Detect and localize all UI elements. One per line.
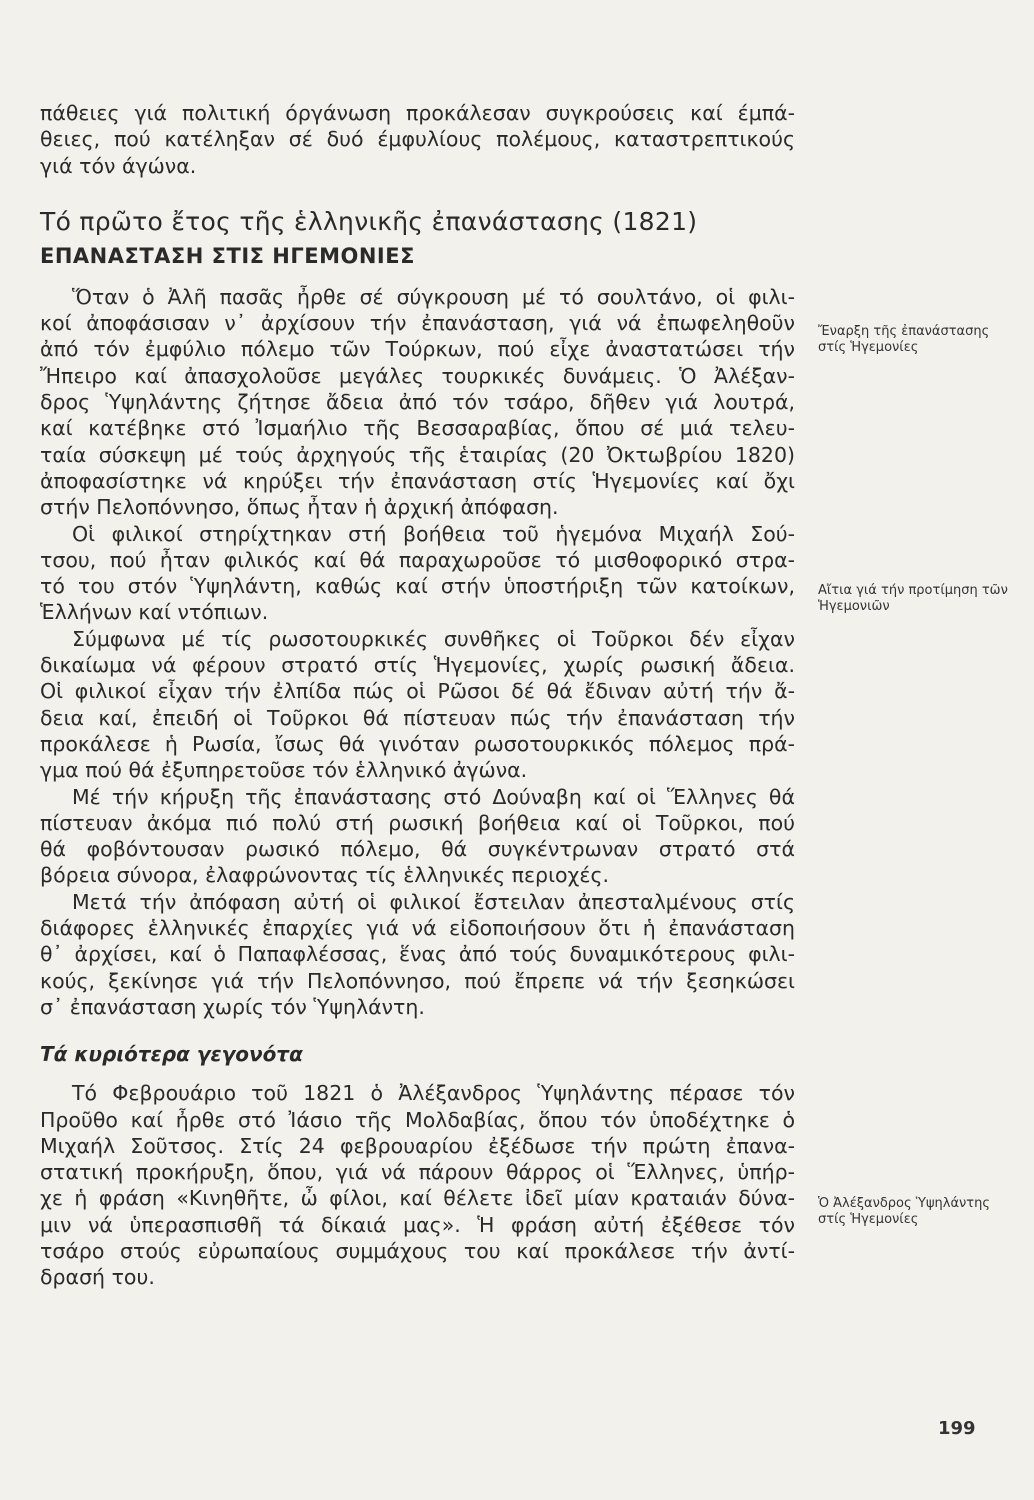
paragraph-5 [40, 889, 795, 1020]
text-line: Ἤπειρο καί ἀπασχολοῦσε μεγάλες τουρκικές δυνάμεις. Ὁ Ἀλέξαν- [40, 363, 795, 388]
text-line: γιά τόν άγώνα. [40, 153, 197, 178]
intro-paragraph [40, 100, 795, 179]
margin-note-ypsilantis: Ὁ Ἀλέξανδρος Ὑψηλάντης στίς Ἡγεμονίες [818, 1196, 990, 1227]
text-line: στήν Πελοπόννησο, ὅπως ἦταν ἡ ἀρχική ἀπόφαση. [40, 495, 559, 520]
text-line: βόρεια σύνορα, ἐλαφρώνοντας τίς ἑλληνικές περιοχές. [40, 863, 610, 888]
paragraph-4 [40, 784, 795, 889]
text-line: δικαίωμα νά φέρουν στρατό στίς Ἡγεμονίες, χωρίς ρωσική ἄδεια. [40, 653, 795, 678]
main-text-column [40, 100, 795, 1291]
margin-note-revolution-start: Ἔναρξη τῆς ἐπανάστασης στίς Ἡγεμονίες [818, 324, 990, 355]
text-line: Οἱ φιλικοί εἶχαν τήν ἐλπίδα πώς οἱ Ρῶσοι δέ θά ἔδιναν αὐτή τήν ἄ- [40, 679, 795, 704]
text-line: προκάλεσε ἡ Ρωσία, ἴσως θά γινόταν ρωσοτουρκικός πόλεμος πρά- [40, 731, 795, 756]
paragraph-3 [40, 626, 795, 784]
paragraph-1 [40, 284, 795, 521]
text-line: τό του στόν Ὑψηλάντη, καθώς καί στήν ὑποστήριξη τῶν κατοίκων, [40, 574, 795, 599]
text-line: τσάρο στούς εὐρωπαίους συμμάχους του καί προκάλεσε τήν ἀντί- [40, 1238, 795, 1263]
text-line: στατική προκήρυξη, ὅπου, γιά νά πάρουν θάρρος οἱ Ἕλληνες, ὑπήρ- [40, 1160, 795, 1185]
section-title: Τό πρῶτο ἔτος τῆς ἑλληνικῆς ἐπανάστασης (1821) [40, 206, 698, 236]
text-line: κούς, ξεκίνησε γιά τήν Πελοπόννησο, πού ἔπρεπε νά τήν ξεσηκώσει [40, 968, 795, 993]
text-line: πίστευαν ἀκόμα πιό πολύ στή ρωσική βοήθεια καί οἱ Τοῦρκοι, πού [40, 810, 795, 835]
text-line: γμα πού θά ἐξυπηρετοῦσε τόν ἑλληνικό ἀγώνα. [40, 758, 528, 783]
text-line: σ᾽ ἐπανάσταση χωρίς τόν Ὑψηλάντη. [40, 994, 425, 1019]
text-line: δεια καί, ἐπειδή οἱ Τοῦρκοι θά πίστευαν πώς τήν ἐπανάσταση τήν [40, 705, 795, 730]
text-line: Τό Φεβρουάριο τοῦ 1821 ὁ Ἀλέξανδρος Ὑψηλάντης πέρασε τόν [72, 1081, 795, 1106]
text-line: διάφορες ἑλληνικές ἐπαρχίες γιά νά εἰδοποιήσουν ὅτι ἡ ἐπανάσταση [40, 916, 795, 941]
text-line: Μιχαήλ Σοῦτσος. Στίς 24 φεβρουαρίου ἐξέδωσε τήν πρώτη ἐπανα- [40, 1133, 795, 1158]
text-line: θ᾽ ἀρχίσει, καί ὁ Παπαφλέσσας, ἕνας ἀπό τούς δυναμικότερους φιλι- [40, 942, 795, 967]
text-line: πάθειες γιά πολιτική όργάνωση προκάλεσαν συγκρούσεις καί έμπά- [40, 101, 795, 125]
paragraph-6 [40, 1080, 795, 1290]
subsection-title: ΕΠΑΝΑΣΤΑΣΗ ΣΤΙΣ ΗΓΕΜΟΝΙΕΣ [40, 243, 415, 268]
text-line: δρασή του. [40, 1265, 155, 1290]
text-line: Ὅταν ὁ Ἀλῆ πασᾶς ἦρθε σέ σύγκρουση μέ τό σουλτάνο, οἱ φιλι- [72, 284, 795, 309]
text-line: τσου, πού ἦταν φιλικός καί θά παραχωροῦσε τό μισθοφορικό στρα- [40, 547, 795, 572]
text-line: Μέ τήν κήρυξη τῆς ἐπανάστασης στό Δούναβη καί οἱ Ἕλληνες θά [72, 784, 795, 809]
text-line: δρος Ὑψηλάντης ζήτησε ἄδεια ἀπό τόν τσάρο, δῆθεν γιά λουτρά, [40, 390, 795, 415]
events-title: Τά κυριότερα γεγονότα [40, 1042, 303, 1067]
text-line: ταία σύσκεψη μέ τούς ἀρχηγούς τῆς ἑταιρίας (20 Ὀκτωβρίου 1820) [40, 442, 795, 467]
text-line: Οἱ φιλικοί στηρίχτηκαν στή βοήθεια τοῦ ἡγεμόνα Μιχαήλ Σού- [72, 521, 795, 546]
text-line: κοί ἀποφάσισαν ν᾽ ἀρχίσουν τήν ἐπανάσταση, γιά νά ἐπωφεληθοῦν [40, 311, 795, 336]
text-line: μιν νά ὑπερασπισθῆ τά δίκαιά μας». Ἡ φράση αὐτή ἐξέθεσε τόν [40, 1212, 795, 1237]
text-line: θειες, πού κατέληξαν σέ δυό έμφυλίους πολέμους, καταστρεπτικούς [40, 127, 795, 152]
text-line: Ἑλλήνων καί ντόπιων. [40, 600, 269, 625]
text-line: καί κατέβηκε στό Ἰσμαήλιο τῆς Βεσσαραβίας, ὅπου σέ μιά τελευ- [40, 416, 795, 441]
page-number: 199 [938, 1418, 976, 1439]
text-line: ἀποφασίστηκε νά κηρύξει τήν ἐπανάσταση στίς Ἡγεμονίες καί ὄχι [40, 468, 795, 493]
margin-note-reasons: Αἴτια γιά τήν προτίμηση τῶν Ἡγεμονιῶν [818, 583, 1008, 614]
text-line: Σύμφωνα μέ τίς ρωσοτουρκικές συνθῆκες οἱ Τοῦρκοι δέν εἶχαν [72, 626, 795, 651]
text-line: Προῦθο καί ἦρθε στό Ἰάσιο τῆς Μολδαβίας, ὅπου τόν ὑποδέχτηκε ὁ [40, 1107, 795, 1132]
text-line: χε ἡ φράση «Κινηθῆτε, ὦ φίλοι, καί θέλετε ἰδεῖ μίαν κραταιάν δύνα- [40, 1186, 795, 1211]
text-line: ἀπό τόν ἐμφύλιο πόλεμο τῶν Τούρκων, πού εἶχε ἀναστατώσει τήν [40, 337, 795, 362]
text-line: Μετά τήν ἀπόφαση αὐτή οἱ φιλικοί ἔστειλαν ἀπεσταλμένους στίς [72, 889, 795, 914]
text-line: θά φοβόντουσαν ρωσικό πόλεμο, θά συγκέντρωναν στρατό στά [40, 837, 795, 862]
paragraph-2 [40, 521, 795, 626]
